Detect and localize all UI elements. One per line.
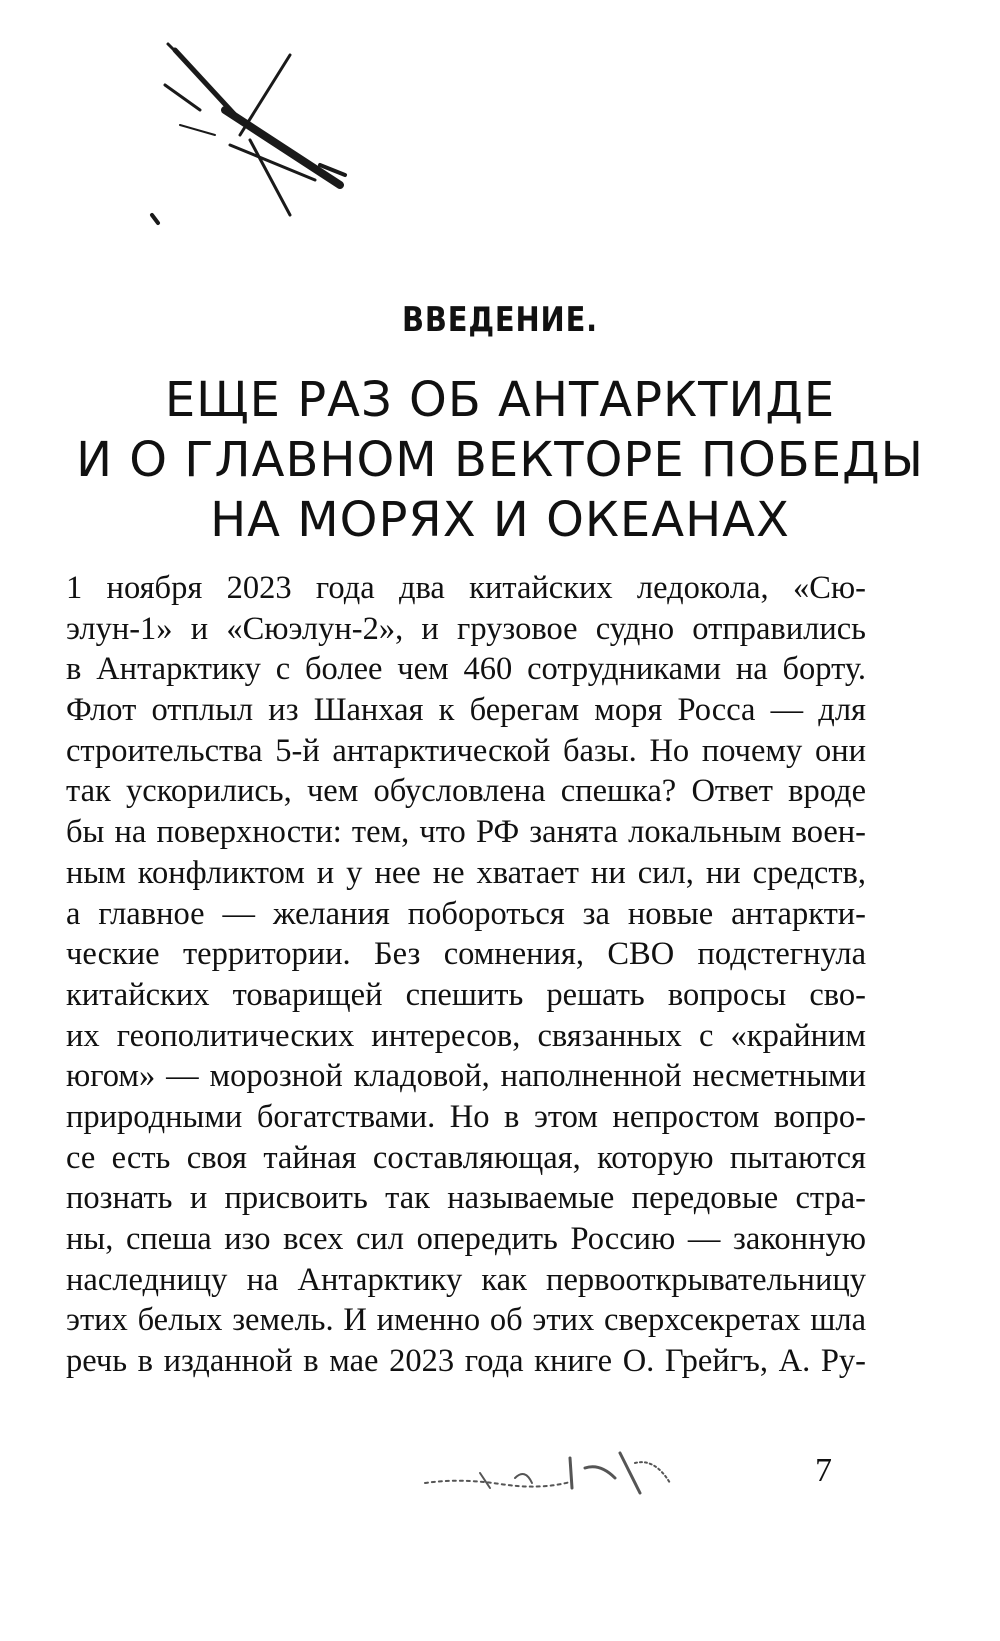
- body-line: природными богатствами. Но в этом непростом вопро-: [66, 1098, 866, 1135]
- body-line: китайских товарищей спешить решать вопросы сво-: [66, 976, 866, 1013]
- body-line: в Антарктику с более чем 460 сотрудниками на борту.: [66, 651, 866, 688]
- body-paragraph: [66, 568, 866, 1382]
- body-line: а главное — желания побороться за новые антаркти-: [66, 895, 866, 932]
- body-line: ны, спеша изо всех сил опередить Россию — законную: [66, 1221, 866, 1257]
- body-line: их геополитических интересов, связанных с «крайним: [66, 1017, 866, 1054]
- body-line: речь в изданной в мае 2023 года книге О. Грейгъ, А. Ру-: [66, 1343, 866, 1380]
- body-line: элун-1» и «Сюэлун-2», и грузовое судно отправились: [66, 610, 866, 647]
- body-line: строительства 5-й антарктической базы. Но почему они: [66, 732, 866, 769]
- body-line: ческие территории. Без сомнения, СВО подстегнула: [66, 936, 866, 973]
- body-line: югом» — морозной кладовой, наполненной несметными: [66, 1058, 866, 1095]
- body-line: познать и присвоить так называемые передовые стра-: [66, 1180, 866, 1217]
- body-line: наследницу на Антарктику как первооткрывательницу: [66, 1261, 866, 1298]
- aircraft-sketch-icon: [140, 40, 350, 240]
- body-line: так ускорились, чем обусловлена спешка? Ответ вроде: [66, 773, 866, 810]
- chapter-title-line: И О ГЛАВНОМ ВЕКТОРЕ ПОБЕДЫ: [76, 432, 924, 488]
- chapter-title-line: НА МОРЯХ И ОКЕАНАХ: [210, 492, 790, 548]
- chapter-title: [0, 370, 1000, 550]
- body-line: бы на поверхности: тем, что РФ занята локальным воен-: [66, 814, 866, 851]
- ink-flourish-icon: [420, 1438, 710, 1508]
- body-line: этих белых земель. И именно об этих сверхсекретах шла: [66, 1302, 866, 1339]
- chapter-title-line: ЕЩЕ РАЗ ОБ АНТАРКТИДЕ: [164, 372, 836, 428]
- page-number: 7: [815, 1452, 832, 1489]
- body-line: Флот отплыл из Шанхая к берегам моря Росса — для: [66, 692, 866, 729]
- body-line: ным конфликтом и у нее не хватает ни сил, ни средств,: [66, 854, 866, 891]
- section-label: ВВЕДЕНИЕ.: [401, 300, 599, 340]
- body-line: 1 ноября 2023 года два китайских ледокола, «Сю-: [66, 570, 866, 606]
- body-line: се есть своя тайная составляющая, которую пытаются: [66, 1139, 866, 1176]
